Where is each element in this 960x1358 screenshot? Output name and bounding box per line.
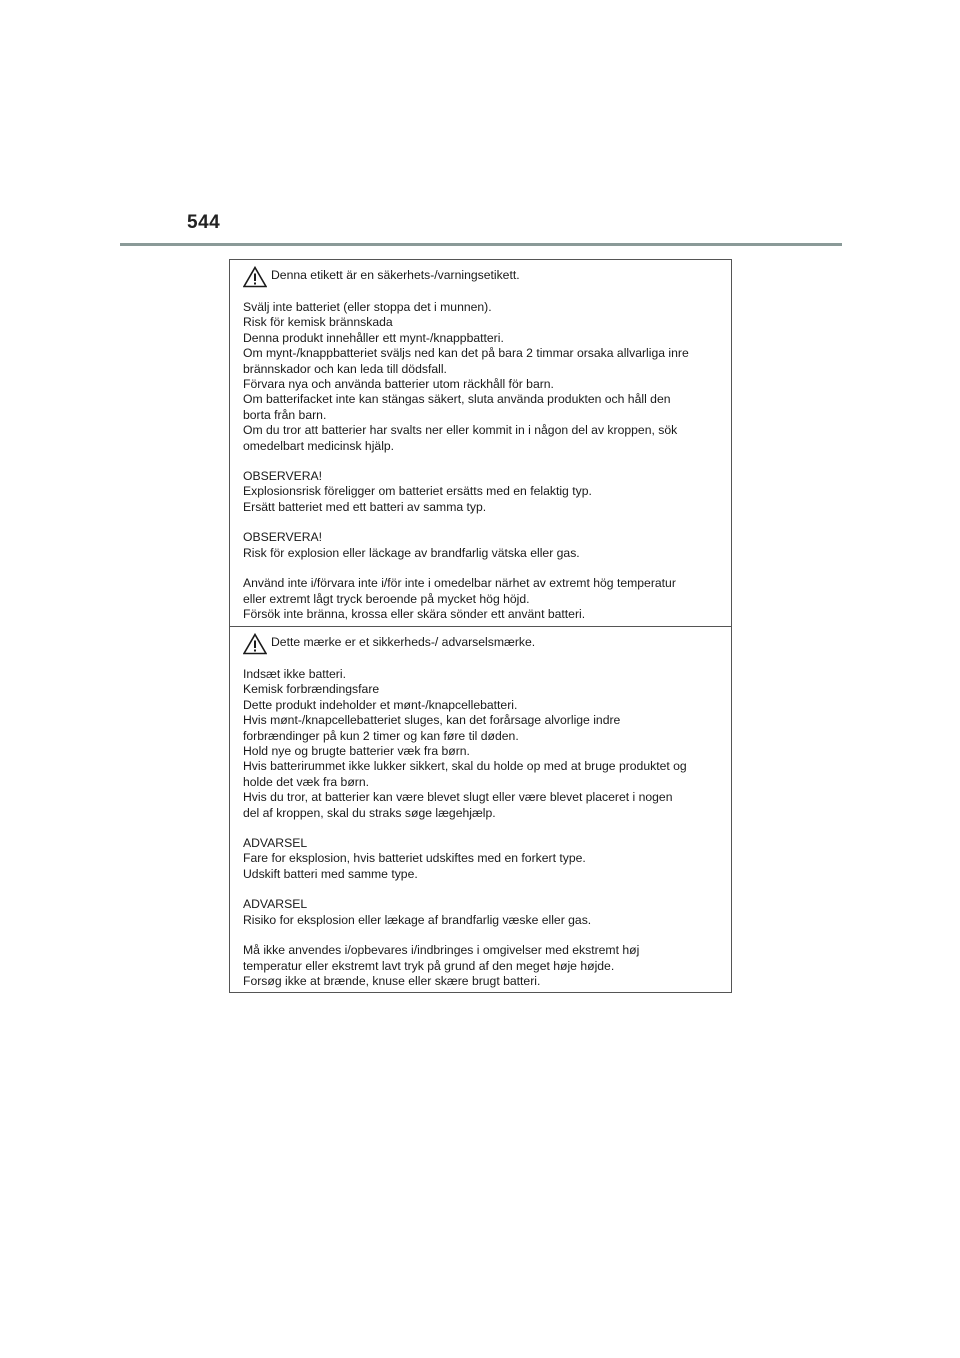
danish-paragraph-ingestion xyxy=(243,667,721,821)
text-line: Hvis mønt-/knapcellebatteriet sluges, kan det forårsage alvorlige indre xyxy=(243,713,621,728)
text-line: Försök inte bränna, krossa eller skära sönder ett använt batteri. xyxy=(243,606,586,621)
text-line: ADVARSEL xyxy=(243,836,308,851)
text-line: Indsæt ikke batteri. xyxy=(243,667,346,681)
text-line: Udskift batteri med samme type. xyxy=(243,866,418,881)
text-line: Hold nye og brugte batterier væk fra børn. xyxy=(243,744,470,759)
text-line: Forsøg ikke at brænde, knuse eller skære brugt batteri. xyxy=(243,973,541,988)
swedish-paragraph-leakage xyxy=(243,530,721,561)
warning-triangle-icon xyxy=(243,633,267,655)
text-line: OBSERVERA! xyxy=(243,469,323,484)
text-line: Förvara nya och använda batterier utom räckhåll för barn. xyxy=(243,377,554,392)
page-number: 544 xyxy=(187,212,221,233)
text-line: Hvis batterirummet ikke lukker sikkert, skal du holde op med at bruge produktet og xyxy=(243,759,687,774)
text-line: OBSERVERA! xyxy=(243,530,323,545)
swedish-paragraph-temperature xyxy=(243,576,721,622)
text-line: borta från barn. xyxy=(243,407,327,422)
battery-warning-label-box xyxy=(229,259,732,993)
danish-paragraph-temperature xyxy=(243,943,721,989)
danish-paragraph-replacement xyxy=(243,836,721,882)
text-line: Risiko for eksplosion eller lækage af brandfarlig væske eller gas. xyxy=(243,912,592,927)
text-line: eller extremt lågt tryck beroende på mycket hög höjd. xyxy=(243,591,530,606)
text-line: Använd inte i/förvara inte i/för inte i omedelbar närhet av extremt hög temperatur xyxy=(243,576,676,591)
danish-paragraph-leakage xyxy=(243,897,721,928)
text-line: Risk för explosion eller läckage av brandfarlig vätska eller gas. xyxy=(243,545,580,560)
text-line: holde det væk fra børn. xyxy=(243,774,369,789)
text-line: Ersätt batteriet med ett batteri av samma typ. xyxy=(243,499,487,514)
swedish-paragraph-ingestion xyxy=(243,300,721,454)
swedish-paragraph-replacement xyxy=(243,469,721,515)
swedish-warning-section xyxy=(230,260,731,626)
text-line: Om mynt-/knappbatteriet sväljs ned kan det på bara 2 timmar orsaka allvarliga inre xyxy=(243,346,689,361)
danish-heading-row xyxy=(243,634,721,655)
danish-warning-section xyxy=(230,626,731,992)
text-line: temperatur eller ekstremt lavt tryk på grund af den meget høje højde. xyxy=(243,958,615,973)
text-line: Om du tror att batterier har svalts ner eller kommit in i någon del av kroppen, sök xyxy=(243,423,678,438)
text-line: omedelbart medicinsk hjälp. xyxy=(243,438,395,453)
text-line: Denna produkt innehåller ett mynt-/knappbatteri. xyxy=(243,330,504,345)
swedish-heading: Denna etikett är en säkerhets-/varningsetikett. xyxy=(271,268,520,282)
text-line: Explosionsrisk föreligger om batteriet ersätts med en felaktig typ. xyxy=(243,484,592,499)
text-line: forbrændinger på kun 2 timer og kan føre til døden. xyxy=(243,728,519,743)
text-line: Må ikke anvendes i/opbevares i/indbringes i omgivelser med ekstremt høj xyxy=(243,943,640,958)
text-line: Risk för kemisk brännskada xyxy=(243,315,393,330)
swedish-heading-row xyxy=(243,267,721,288)
text-line: Kemisk forbrændingsfare xyxy=(243,682,380,697)
text-line: brännskador och kan leda till dödsfall. xyxy=(243,361,447,376)
text-line: Svälj inte batteriet (eller stoppa det i munnen). xyxy=(243,300,492,314)
text-line: del af kroppen, skal du straks søge lægehjælp. xyxy=(243,805,496,820)
text-line: Hvis du tror, at batterier kan være blevet slugt eller være blevet placeret i nogen xyxy=(243,790,673,805)
text-line: Dette produkt indeholder et mønt-/knapcellebatteri. xyxy=(243,697,518,712)
warning-triangle-icon xyxy=(243,266,267,288)
text-line: ADVARSEL xyxy=(243,897,308,912)
text-line: Om batterifacket inte kan stängas säkert, sluta använda produkten och håll den xyxy=(243,392,671,407)
text-line: Fare for eksplosion, hvis batteriet udskiftes med en forkert type. xyxy=(243,851,586,866)
header-rule xyxy=(120,243,842,246)
danish-heading: Dette mærke er et sikkerheds-/ advarselsmærke. xyxy=(271,635,536,649)
